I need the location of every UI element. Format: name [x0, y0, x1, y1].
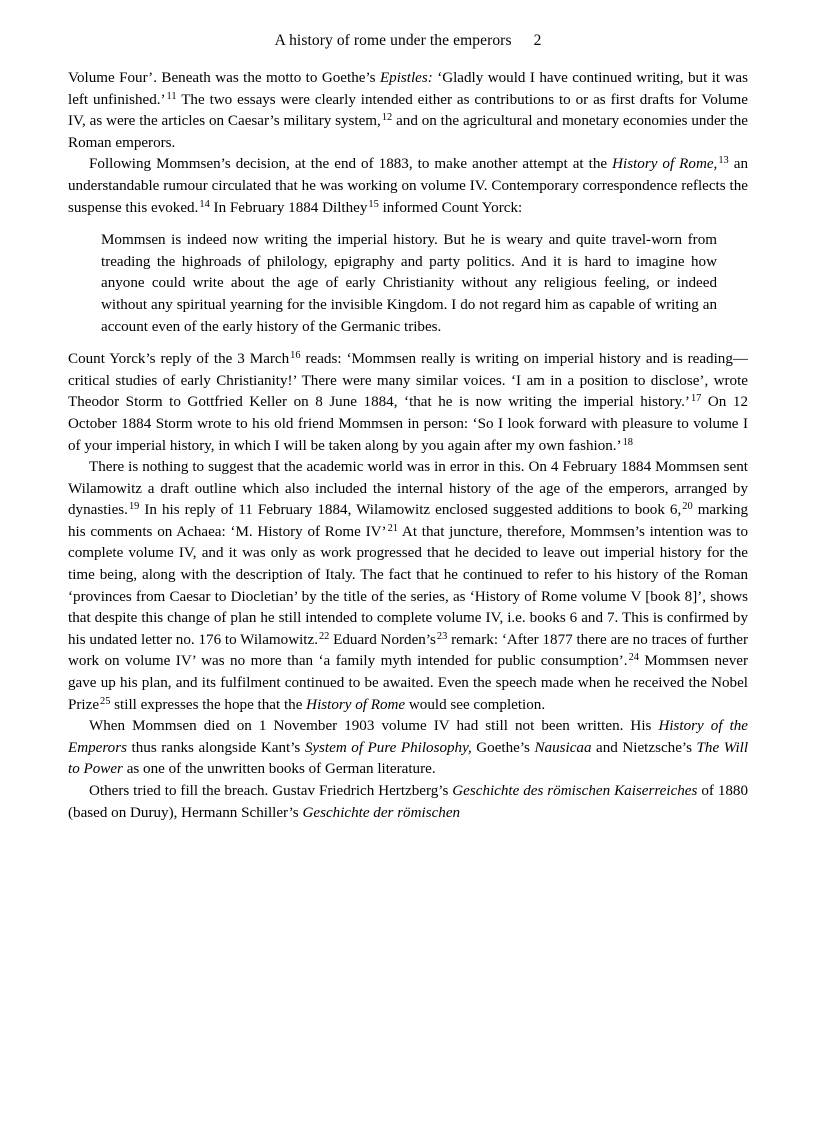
- footnote-marker: 11: [166, 90, 177, 102]
- italic-title: System of Pure Philosophy,: [304, 739, 472, 756]
- footnote-marker: 20: [682, 501, 693, 513]
- italic-title: Geschichte der römischen: [302, 804, 461, 821]
- paragraph-2: Following Mommsen’s decision, at the end of 1883, to make another attempt at the History of Rome,$^{13}$ an understandable rumour circulated that he was working on volume IV. Contemporary correspondence reflects the suspense this evoked.$^{14}$ In February 1884 Dilthey$^{15}$ informed Count Yorck:: [68, 155, 748, 216]
- body-text: [68, 68, 748, 824]
- footnote-marker: 22: [318, 630, 330, 642]
- italic-title: History of the Emperors: [68, 718, 749, 756]
- footnote-marker: 24: [628, 652, 639, 664]
- running-head: [68, 30, 748, 52]
- footnote-marker: 21: [387, 522, 398, 534]
- italic-title: Epistles:: [379, 70, 433, 86]
- footnote-marker: 17: [690, 393, 702, 405]
- paragraph-3: Count Yorck’s reply of the 3 March$^{16}$ reads: ‘Mommsen really is writing on imperial history and is reading—critical studies of early Christianity!’ There were many similar voices. ‘I am in a position to disclose’, wrote Theodor Storm to Gottfried Keller on 8 June 1884, ‘that he is now writing the imperial history.’$^{17}$ On 12 October 1884 Storm wrote to his old friend Mommsen in person: ‘So I look forward with pleasure to volume I of your imperial history, in which I will be taken along by you again after my own fashion.’$^{18}$: [68, 350, 748, 454]
- footnote-marker: 18: [622, 436, 633, 448]
- italic-title: Nausicaa: [534, 739, 592, 756]
- italic-title: History of Rome,: [612, 156, 718, 173]
- italic-title: History of Rome: [306, 696, 406, 713]
- footnote-marker: 19: [128, 501, 140, 513]
- footnote-marker: 13: [718, 155, 729, 167]
- blockquote-text: Mommsen is indeed now writing the imperial history. But he is weary and quite travel-worn from treading the highroads of philology, epigraphy and party politics. And it is hard to imagine how anyone could write about the age of early Christianity without any religious feeling, or indeed without any spiritual yearning for the invisible Kingdom. I do not regard him as capable of writing an account even of the early history of the Germanic tribes.: [101, 232, 717, 335]
- blockquote-dilthey: [68, 230, 748, 338]
- footnote-marker: 25: [100, 695, 111, 707]
- paragraph-1: Volume Four’. Beneath was the motto to Goethe’s Epistles: ‘Gladly would I have continued writing, but it was left unfinished.’$^{11}$ The two essays were clearly intended either as contributions to or as first drafts for Volume IV, as were the articles on Caesar’s military system,$^{12}$ and on the agricultural and monetary economies under the Roman emperors.: [68, 70, 748, 151]
- italic-title: The Will to Power: [68, 739, 749, 778]
- page-number: 2: [533, 32, 542, 49]
- paragraph-6: Others tried to fill the breach. Gustav Friedrich Hertzberg’s Geschichte des römischen Kaiserreiches of 1880 (based on Duruy), Hermann Schiller’s Geschichte der römischen: [68, 783, 749, 821]
- footnote-marker: 12: [381, 112, 393, 124]
- running-head-title: A history of rome under the emperors: [274, 32, 512, 49]
- footnote-marker: 14: [199, 198, 210, 210]
- footnote-marker: 15: [368, 198, 379, 210]
- paragraph-5: When Mommsen died on 1 November 1903 volume IV had still not been written. His History of the Emperors thus ranks alongside Kant’s System of Pure Philosophy, Goethe’s Nausicaa and Nietzsche’s The Will to Power as one of the unwritten books of German literature.: [68, 718, 749, 778]
- footnote-marker: 23: [436, 630, 448, 642]
- footnote-marker: 16: [290, 350, 301, 362]
- italic-title: Geschichte des römischen Kaiserreiches: [452, 783, 698, 799]
- paragraph-4: There is nothing to suggest that the academic world was in error in this. On 4 February 1884 Mommsen sent Wilamowitz a draft outline which also included the internal history of the age of the emperors, arranged by dynasties.$^{19}$ In his reply of 11 February 1884, Wilamowitz enclosed suggested additions to book 6,20 marking his comments on Achaea: ‘M. History of Rome IV’$^{21}$ At that juncture, therefore, Mommsen’s intention was to complete volume IV, and it was only as work progressed that he decided to leave out imperial history for the time being, along with the description of Italy. The fact that he continued to refer to his history of the Roman ‘provinces from Caesar to Diocletian’ by the title of the series, as ‘History of Rome volume V [book 8]’, shows that despite this change of plan he still intended to complete volume IV, i.e. books 6 and 7. This is confirmed by his undated letter no. 176 to Wilamowitz.$^{22}$ Eduard Norden’s$^{23}$ remark: ‘After 1877 there are no traces of further work on volume IV’ was no more than ‘a family myth intended for public consumption’.$^{24}$ Mommsen never gave up his plan, and its fulfilment continued to be awaited. Even the speech made when he received the Nobel Prize$^{25}$ still expresses the hope that the History of Rome would see completion.: [68, 459, 749, 713]
